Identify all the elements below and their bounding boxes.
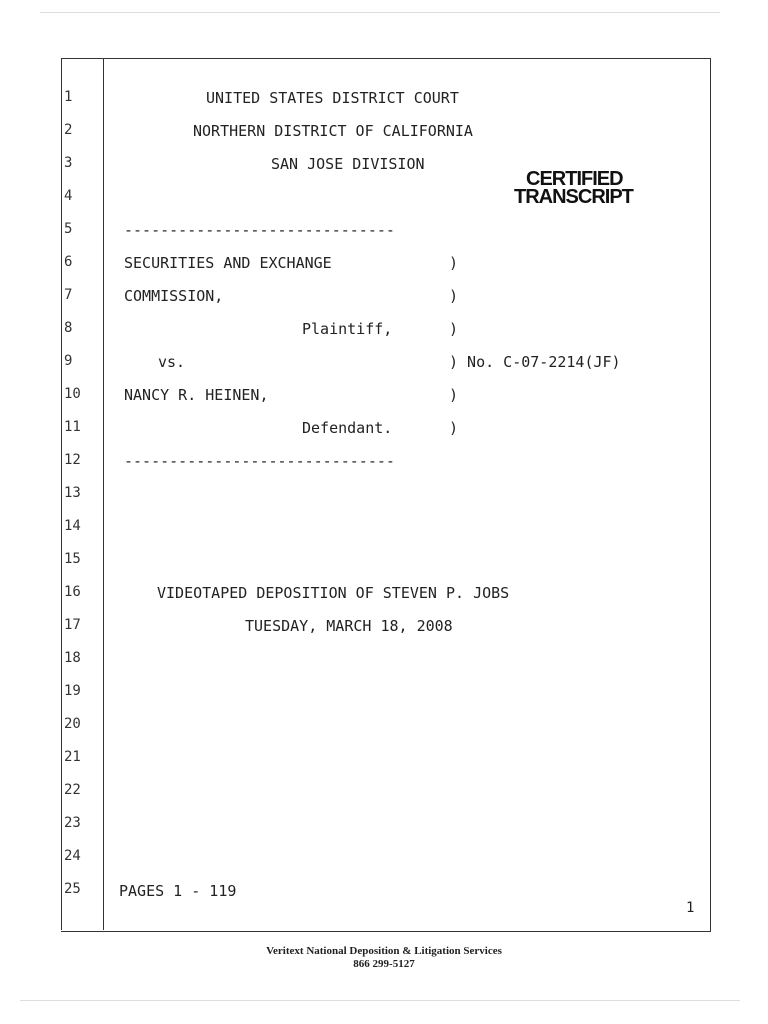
plaintiff-name-line-1: SECURITIES AND EXCHANGE	[124, 254, 332, 272]
line-number: 17	[64, 617, 81, 633]
line-number: 15	[64, 551, 81, 567]
caption-paren: )	[449, 320, 459, 338]
footer-phone: 866 299-5127	[353, 958, 415, 970]
caption-paren: )	[449, 254, 459, 272]
line-number: 12	[64, 452, 81, 468]
line-number: 13	[64, 485, 81, 501]
line-number: 3	[64, 155, 73, 171]
caption-divider-top: ------------------------------	[124, 221, 395, 239]
versus-label: vs.	[158, 353, 186, 371]
line-number: 23	[64, 815, 81, 831]
caption-paren: )	[449, 386, 459, 404]
caption-paren: )	[449, 287, 459, 305]
line-number: 16	[64, 584, 81, 600]
line-number: 2	[64, 122, 73, 138]
stamp-line-1: CERTIFIED	[526, 168, 623, 190]
stamp-line-2: TRANSCRIPT	[514, 186, 633, 208]
footer-company: Veritext National Deposition & Litigation Services	[266, 945, 502, 957]
caption-paren: )	[449, 419, 459, 437]
line-number: 25	[64, 881, 81, 897]
plaintiff-name-line-2: COMMISSION,	[124, 287, 224, 305]
plaintiff-role: Plaintiff,	[302, 320, 393, 338]
line-number: 6	[64, 254, 73, 270]
line-number: 7	[64, 287, 73, 303]
line-number: 11	[64, 419, 81, 435]
line-number: 24	[64, 848, 81, 864]
line-number: 10	[64, 386, 81, 402]
page-number: 1	[686, 900, 695, 916]
line-number: 4	[64, 188, 73, 204]
deposition-date: TUESDAY, MARCH 18, 2008	[245, 617, 453, 635]
certified-transcript-stamp	[514, 170, 633, 206]
line-number: 20	[64, 716, 81, 732]
line-number: 5	[64, 221, 73, 237]
line-number: 8	[64, 320, 73, 336]
line-number: 21	[64, 749, 81, 765]
line-number: 1	[64, 89, 73, 105]
caption-divider-bottom: ------------------------------	[124, 452, 395, 470]
line-number: 19	[64, 683, 81, 699]
line-number: 18	[64, 650, 81, 666]
line-number: 9	[64, 353, 73, 369]
division-name: SAN JOSE DIVISION	[271, 155, 425, 173]
deposition-title: VIDEOTAPED DEPOSITION OF STEVEN P. JOBS	[157, 584, 510, 602]
district-name: NORTHERN DISTRICT OF CALIFORNIA	[193, 122, 473, 140]
defendant-name: NANCY R. HEINEN,	[124, 386, 269, 404]
scan-noise-bottom	[20, 1000, 740, 1001]
defendant-role: Defendant.	[302, 419, 393, 437]
line-number: 14	[64, 518, 81, 534]
case-number: ) No. C-07-2214(JF)	[449, 353, 621, 371]
court-name: UNITED STATES DISTRICT COURT	[206, 89, 459, 107]
scan-noise-top	[40, 12, 720, 13]
page-range: PAGES 1 - 119	[119, 882, 237, 900]
line-number: 22	[64, 782, 81, 798]
